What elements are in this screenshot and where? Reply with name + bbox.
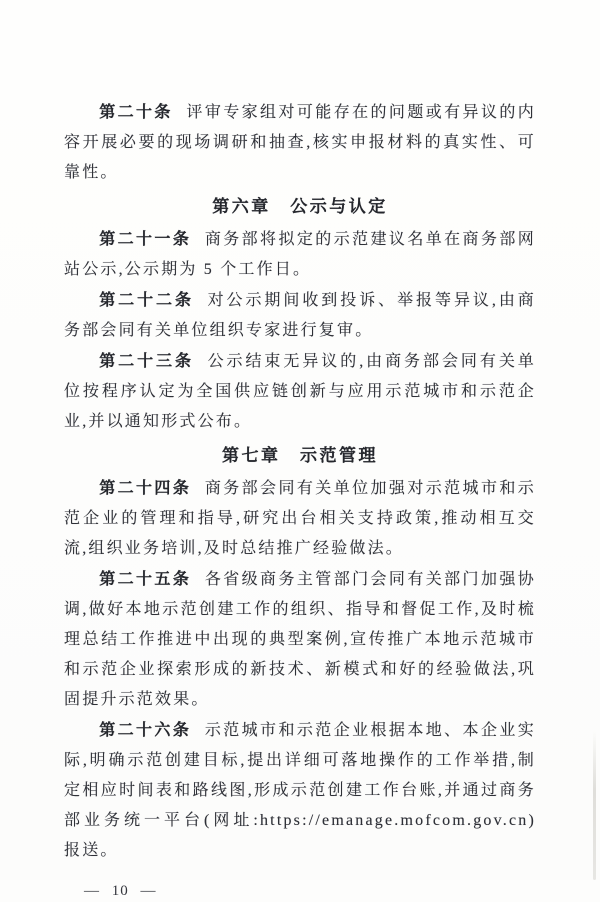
article-text: 示范城市和示范企业根据本地、本企业实际,明确示范创建目标,提出详细可落地操作的工作举措,制定相应时间表和路线图,形成示范创建工作台账,并通过商务部业务统一平台(网址:https://emanage.mofcom.gov.cn)报送。 [64, 722, 536, 859]
page-footer [64, 880, 536, 902]
article-paragraph-23 [64, 347, 536, 437]
article-number: 第二十条 [99, 104, 173, 121]
scan-edge-artifact [593, 730, 596, 880]
chapter-heading-7: 第七章 示范管理 [222, 446, 378, 465]
article-text: 评审专家组对可能存在的问题或有异议的内容开展必要的现场调研和抽查,核实申报材料的真实性、可靠性。 [64, 104, 536, 181]
article-number: 第二十三条 [99, 353, 194, 370]
article-paragraph-21 [64, 225, 536, 285]
article-text: 各省级商务主管部门会同有关部门加强协调,做好本地示范创建工作的组织、指导和督促工作,及时梳理总结工作推进中出现的典型案例,宣传推广本地示范城市和示范企业探索形成的新技术、新模式和好的经验做法,巩固提升示范效果。 [64, 571, 536, 708]
article-paragraph-22 [64, 286, 536, 346]
article-number: 第二十四条 [99, 480, 192, 497]
article-text: 商务部将拟定的示范建议名单在商务部网站公示,公示期为 5 个工作日。 [64, 231, 536, 278]
article-paragraph-20 [64, 98, 536, 188]
page-number: — 10 — [84, 883, 157, 899]
article-text: 对公示期间收到投诉、举报等异议,由商务部会同有关单位组织专家进行复审。 [64, 292, 536, 339]
article-text: 商务部会同有关单位加强对示范城市和示范企业的管理和指导,研究出台相关支持政策,推动相互交流,组织业务培训,及时总结推广经验做法。 [64, 480, 536, 557]
article-number: 第二十五条 [99, 571, 192, 588]
article-number: 第二十二条 [99, 292, 194, 309]
article-paragraph-25 [64, 565, 536, 715]
article-paragraph-26 [64, 716, 536, 866]
article-paragraph-24 [64, 474, 536, 564]
chapter-heading-6: 第六章 公示与认定 [212, 197, 388, 216]
article-text: 公示结束无异议的,由商务部会同有关单位按程序认定为全国供应链创新与应用示范城市和示范企业,并以通知形式公布。 [64, 353, 536, 430]
article-number: 第二十一条 [99, 231, 192, 248]
article-number: 第二十六条 [99, 722, 192, 739]
